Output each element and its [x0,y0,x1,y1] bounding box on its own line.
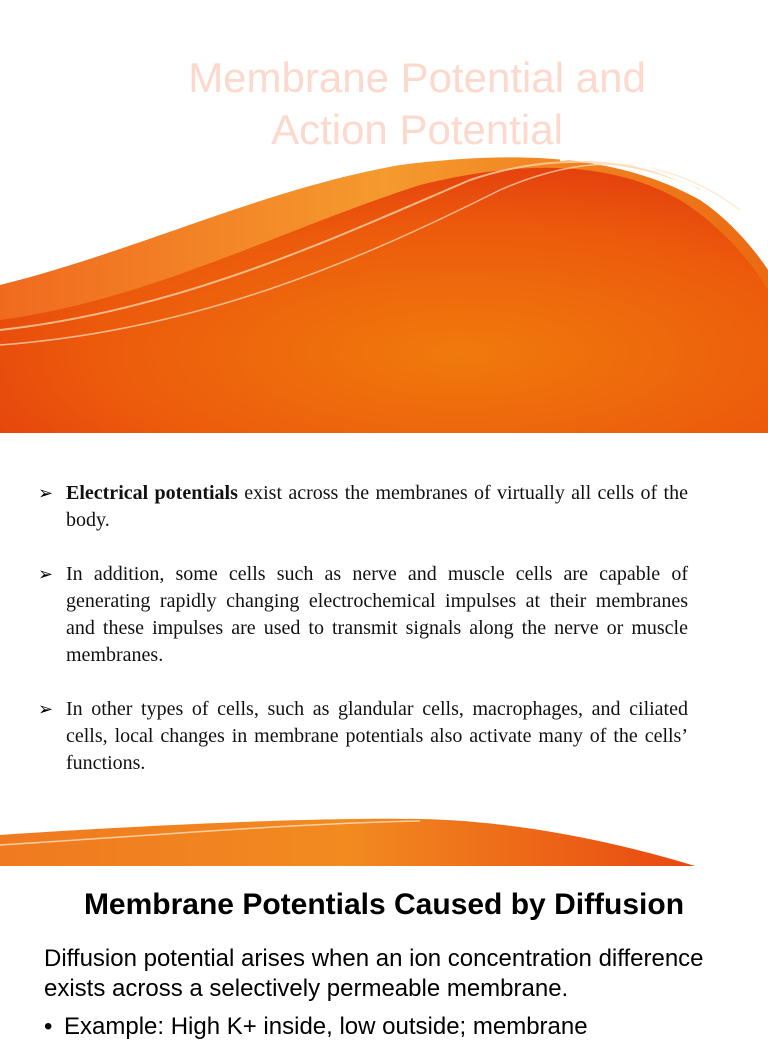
slide-2 [0,433,768,866]
slide-3-sub-bullet [44,1012,744,1042]
arrow-bullet-icon: ➢ [38,699,54,720]
bullet-item [38,696,688,777]
arrow-bullet-icon: ➢ [38,564,54,585]
slide-3 [0,866,768,1040]
slide-3-body: Diffusion potential arises when an ion concentration difference exists across a selectively permeable membrane. [44,945,704,1002]
sub-bullet-text: Example: High K+ inside, low outside; membrane [64,1013,588,1040]
bullet-dot-icon: • [44,1013,53,1040]
bullet-text: exist across the membranes of virtually all cells of the body. [66,482,688,531]
title-line-2: Action Potential [271,106,563,153]
bullet-text: In other types of cells, such as glandular cells, macrophages, and ciliated cells, local changes in membrane potentials also activate many of the cells’ functions. [66,698,688,774]
slide-1-title [120,52,714,156]
bullet-bold-text: Electrical potentials [66,482,238,504]
bullet-list [38,480,688,804]
slide-3-title: Membrane Potentials Caused by Diffusion [83,888,685,921]
bullet-item [38,480,688,534]
bottom-wave-graphic [0,813,768,866]
bullet-text: In addition, some cells such as nerve and muscle cells are capable of generating rapidly changing electrochemical impulses at their membranes and these impulses are used to transmit signals along the nerve or muscle membranes. [66,563,688,666]
title-line-1: Membrane Potential and [188,54,646,101]
slide-1 [0,0,768,433]
arrow-bullet-icon: ➢ [38,483,54,504]
bullet-item [38,561,688,669]
